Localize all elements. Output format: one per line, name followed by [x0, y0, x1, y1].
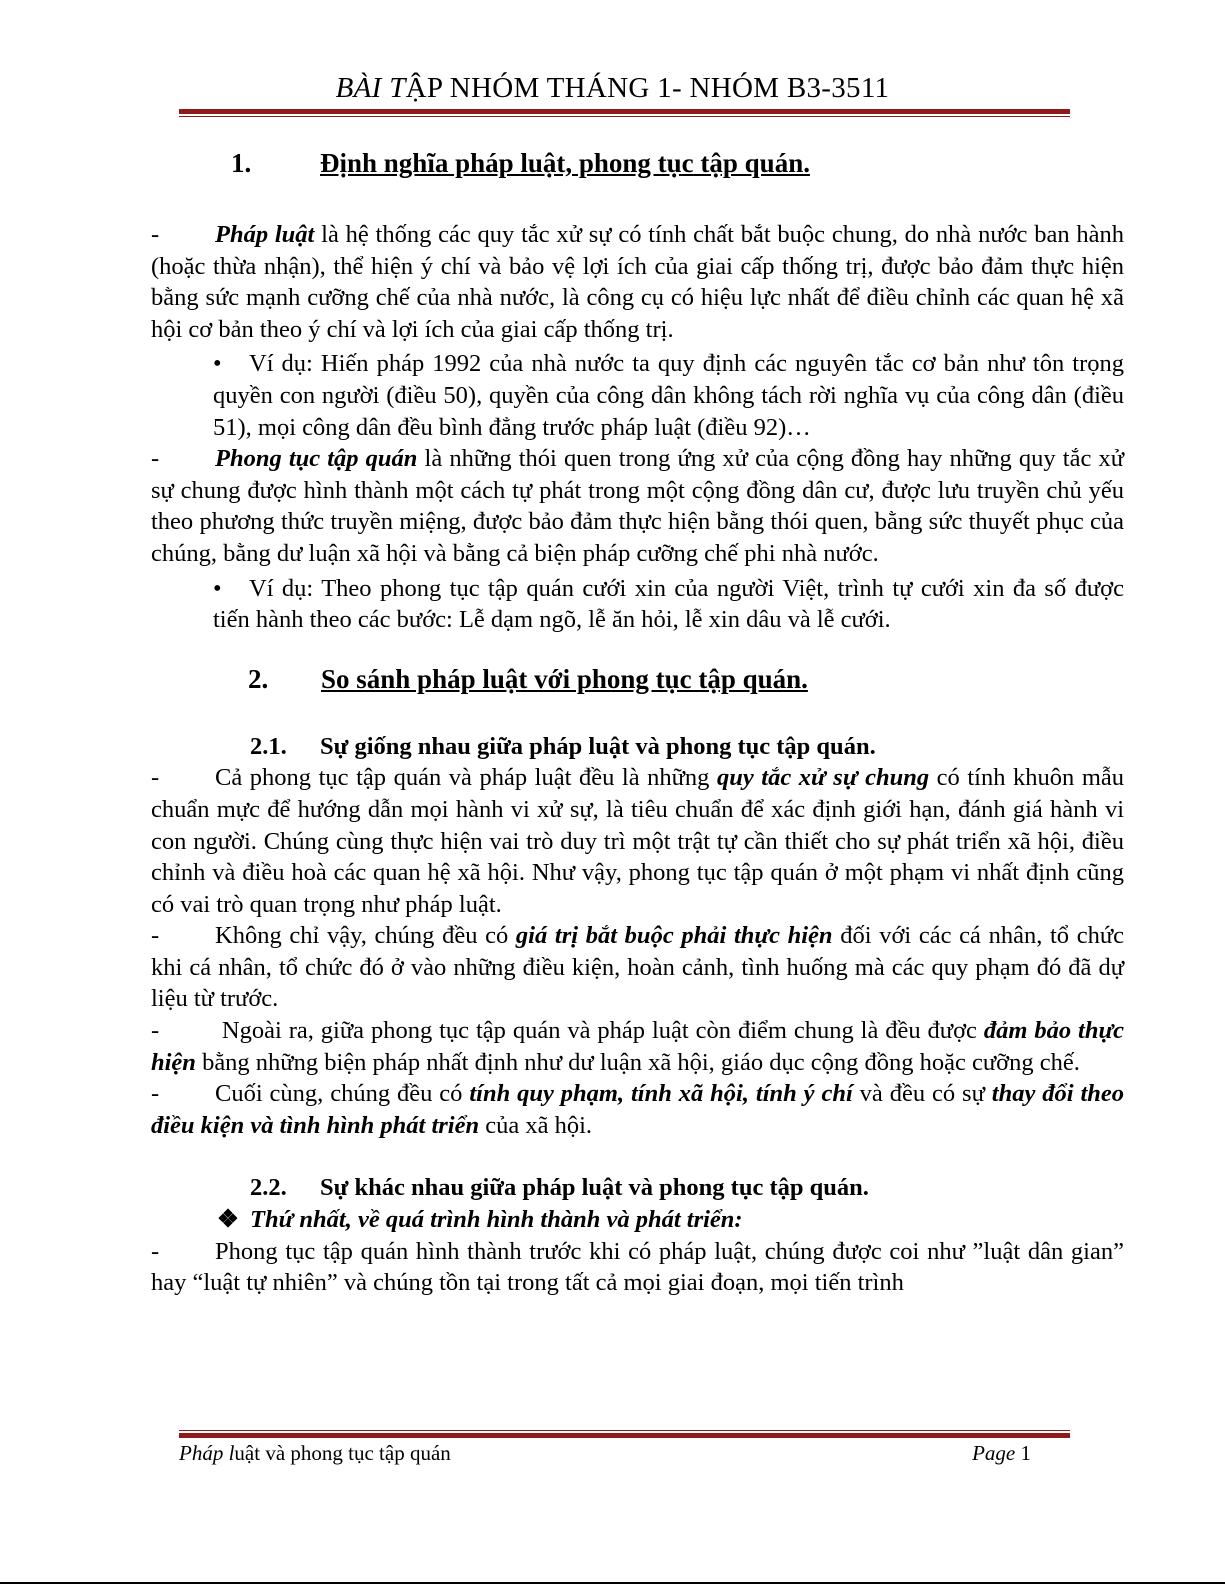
- similarity-2-c: đối với các cá nhân, tổ chức khi cá nhân, tổ chức đó ở vào những điều kiện, hoàn cảnh, tình huống mà các quy phạm đó đã dự liệu từ trước.: [151, 922, 1124, 1013]
- bullet-custom-example: [213, 573, 1124, 636]
- footer-title: [179, 1441, 451, 1466]
- difference-1-text: Phong tục tập quán hình thành trước khi có pháp luật, chúng được coi như ”luật dân gian” hay “luật tự nhiên” và chúng tồn tại trong tất cả mọi giai đoạn, mọi tiến trình: [151, 1237, 1124, 1297]
- page-number-value: 1: [1020, 1441, 1031, 1465]
- section-2-1-title: Sự giống nhau giữa pháp luật và phong tục tập quán.: [320, 732, 876, 760]
- similarity-3-emphasis: đảm bảo thực hiện: [151, 1017, 1125, 1076]
- page-label: Page: [972, 1441, 1016, 1465]
- header-title-rest: ẬP NHÓM THÁNG 1- NHÓM B3-3511: [405, 72, 890, 104]
- section-2-number: 2.: [248, 663, 269, 694]
- law-example-text: Ví dụ: Hiến pháp 1992 của nhà nước ta quy định các nguyên tắc cơ bản như tôn trọng quyền con người (điều 50), quyền của công dân không tách rời nghĩa vụ của công dân (điều 51), mọi công dân đều bình đẳng trước pháp luật (điều 92)…: [213, 350, 1124, 441]
- similarity-1-emphasis: quy tắc xử sự chung: [716, 764, 930, 792]
- similarity-4-emphasis-2: thay đổi theo điều kiện và tình hình phát triển: [151, 1080, 1125, 1139]
- similarity-4-a: Cuối cùng, chúng đều có: [215, 1080, 470, 1108]
- similarity-2-emphasis: giá trị bắt buộc phải thực hiện: [515, 922, 833, 950]
- section-2-2-heading: [250, 1172, 1124, 1204]
- document-body: [151, 146, 1124, 1299]
- paragraph-similarity-4: - Cuối cùng, chúng đều có tính quy phạm, tính xã hội, tính ý chí và đều có sự thay đổi theo điều kiện và tình hình phát triển của xã hội.: [151, 1080, 1125, 1139]
- bullet-dot: •: [213, 350, 222, 378]
- paragraph-similarity-2: - Không chỉ vậy, chúng đều có giá trị bắt buộc phải thực hiện đối với các cá nhân, tổ chức khi cá nhân, tổ chức đó ở vào những điều kiện, hoàn cảnh, tình huống mà các quy phạm đó đã dự liệu từ trước.: [151, 922, 1124, 1013]
- custom-example-text: Ví dụ: Theo phong tục tập quán cưới xin của người Việt, trình tự cưới xin đa số được tiến hành theo các bước: Lễ dạm ngõ, lễ ăn hỏi, lễ xin dâu và lễ cưới.: [213, 574, 1124, 634]
- bullet-law-example: [213, 348, 1124, 443]
- subheading-formation: [217, 1204, 1124, 1236]
- paragraph-law-definition: [151, 219, 1124, 345]
- similarity-4-e: của xã hội.: [479, 1111, 593, 1139]
- dash-marker: -: [151, 221, 160, 248]
- similarity-4-c: và đều có sự: [852, 1080, 992, 1108]
- page-bottom-edge: [0, 1582, 1225, 1584]
- similarity-3-a: Ngoài ra, giữa phong tục tập quán và pháp luật còn điểm chung là đều được: [215, 1017, 984, 1045]
- paragraph-difference-1: - Phong tục tập quán hình thành trước khi có pháp luật, chúng được coi như ”luật dân gian” hay “luật tự nhiên” và chúng tồn tại trong tất cả mọi giai đoạn, mọi tiến trình: [151, 1237, 1124, 1297]
- header-title-italic: BÀI T: [335, 72, 406, 104]
- term-phong-tuc: Phong tục tập quán: [215, 445, 418, 473]
- header-title: [0, 72, 1225, 105]
- section-2-1-heading: [250, 731, 1124, 763]
- similarity-4-emphasis-1: tính quy phạm, tính xã hội, tính ý chí: [469, 1080, 853, 1108]
- similarity-3-c: bằng những biện pháp nhất định như dư luận xã hội, giáo dục cộng đồng hoặc cưỡng chế.: [195, 1048, 1080, 1076]
- page-number: [972, 1441, 1031, 1466]
- section-2-title: So sánh pháp luật với phong tục tập quán.: [321, 663, 808, 694]
- subheading-formation-text: Thứ nhất, về quá trình hình thành và phát triển:: [250, 1206, 743, 1234]
- section-2-heading: [248, 662, 1124, 696]
- law-definition-text: là hệ thống các quy tắc xử sự có tính chất bắt buộc chung, do nhà nước ban hành (hoặc thừa nhận), thể hiện ý chí và bảo vệ lợi ích của giai cấp thống trị, được bảo đảm thực hiện bằng sức mạnh cưỡng chế của nhà nước, là công cụ có hiệu lực nhất để điều chỉnh các quan hệ xã hội cơ bản theo ý chí và lợi ích của giai cấp thống trị.: [151, 221, 1124, 343]
- footer-rule: [179, 1430, 1070, 1438]
- section-2-2-title: Sự khác nhau giữa pháp luật và phong tục tập quán.: [320, 1174, 869, 1202]
- diamond-bullet-icon: ❖: [217, 1206, 239, 1234]
- section-1-heading: [231, 146, 1124, 180]
- section-1-title: Định nghĩa pháp luật, phong tục tập quán.: [320, 148, 810, 178]
- similarity-1-c: có tính khuôn mẫu chuẩn mực để hướng dẫn mọi hành vi xử sự, là tiêu chuẩn để xác định giới hạn, đánh giá hành vi con người. Chúng cùng thực hiện vai trò duy trì một trật tự cần thiết cho sự phát triển xã hội, điều chỉnh và điều hoà các quan hệ xã hội. Như vậy, phong tục tập quán ở một phạm vi nhất định cũng có vai trò quan trọng như pháp luật.: [151, 764, 1125, 918]
- section-1-number: 1.: [231, 148, 252, 178]
- paragraph-similarity-3: - Ngoài ra, giữa phong tục tập quán và pháp luật còn điểm chung là đều được đảm bảo thực hiện bằng những biện pháp nhất định như dư luận xã hội, giáo dục cộng đồng hoặc cưỡng chế.: [151, 1017, 1125, 1076]
- similarity-1-a: Cả phong tục tập quán và pháp luật đều là những: [215, 764, 717, 792]
- footer-title-italic: Pháp l: [179, 1441, 235, 1465]
- header-rule: [179, 109, 1070, 117]
- paragraph-similarity-1: - Cả phong tục tập quán và pháp luật đều là những quy tắc xử sự chung có tính khuôn mẫu chuẩn mực để hướng dẫn mọi hành vi xử sự, là tiêu chuẩn để xác định giới hạn, đánh giá hành vi con người. Chúng cùng thực hiện vai trò duy trì một trật tự cần thiết cho sự phát triển xã hội, điều chỉnh và điều hoà các quan hệ xã hội. Như vậy, phong tục tập quán ở một phạm vi nhất định cũng có vai trò quan trọng như pháp luật.: [151, 764, 1125, 918]
- similarity-2-a: Không chỉ vậy, chúng đều có: [215, 922, 516, 950]
- dash-marker: -: [151, 445, 160, 473]
- bullet-dot: •: [213, 574, 222, 602]
- section-2-2-number: 2.2.: [250, 1174, 287, 1202]
- term-phap-luat: Pháp luật: [215, 221, 315, 248]
- footer-title-rest: uật và phong tục tập quán: [234, 1441, 451, 1465]
- section-2-1-number: 2.1.: [250, 732, 287, 760]
- paragraph-custom-definition: [151, 443, 1124, 569]
- custom-definition-text: là những thói quen trong ứng xử của cộng đồng hay những quy tắc xử sự chung được hình thành một cách tự phát trong một cộng đồng dân cư, được lưu truyền chủ yếu theo phương thức truyền miệng, được bảo đảm thực hiện bằng thói quen, bằng sức thuyết phục của chúng, bằng dư luận xã hội và bằng cả biện pháp cưỡng chế phi nhà nước.: [151, 445, 1124, 567]
